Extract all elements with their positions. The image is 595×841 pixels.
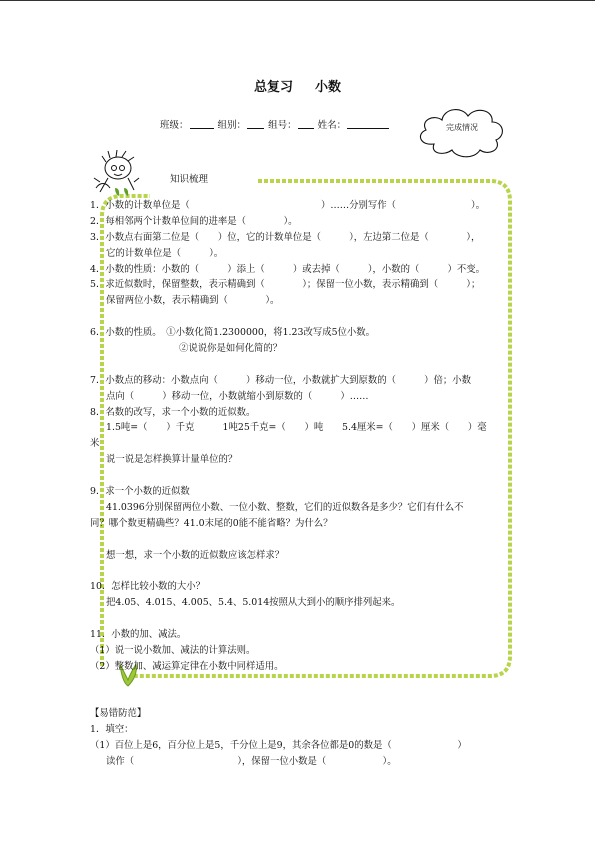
name-label: 姓名： bbox=[317, 120, 347, 131]
student-info bbox=[160, 117, 390, 131]
list-item: 2．每相邻两个计数单位间的进率是（ ）。 bbox=[90, 215, 298, 227]
list-item: 1．小数的计数单位是（ ）……分别写作（ ）。 bbox=[90, 200, 486, 211]
list-item: 41.0396分别保留两位小数、一位小数、整数，它们的近似数各是多少？它们有什么不 bbox=[106, 501, 464, 513]
list-item: 3．小数点右面第二位是（ ）位，它的计数单位是（ ），左边第二位是（ ）， bbox=[90, 231, 481, 243]
list-item: 4．小数的性质：小数的（ ）添上（ ）或去掉（ ），小数的（ ）不变。 bbox=[90, 263, 486, 275]
title-main: 总复习 bbox=[253, 80, 293, 95]
list-item: 保留两位小数，表示精确到（ ）。 bbox=[106, 295, 280, 307]
list-item: 把4.05、4.015、4.005、5.4、5.014按照从大到小的顺序排列起来。 bbox=[106, 597, 401, 609]
list-item: 9．求一个小数的近似数 bbox=[90, 486, 190, 498]
list-item: （2）整数加、减运算定律在小数中同样适用。 bbox=[90, 660, 284, 672]
list-item: 想一想，求一个小数的近似数应该怎样求？ bbox=[106, 549, 285, 561]
list-item: 读作（ ），保留一位小数是（ ）。 bbox=[106, 755, 397, 767]
class-field[interactable] bbox=[190, 118, 214, 129]
title-topic: 小数 bbox=[315, 80, 342, 95]
list-item: 米 bbox=[90, 438, 100, 450]
knowledge-review-heading: 知识梳理 bbox=[170, 174, 209, 185]
list-item: 5．求近似数时，保留整数，表示精确到（ ）；保留一位小数，表示精确到（ ）； bbox=[90, 279, 481, 291]
number-label: 组号： bbox=[268, 120, 297, 131]
list-item: （1）百位上是6，百分位上是5，千分位上是9，其余各位都是0的数是（ ） bbox=[90, 739, 467, 751]
section-heading: 【易错防范】 bbox=[90, 708, 147, 719]
error-prevention-section bbox=[90, 706, 520, 770]
knowledge-list bbox=[90, 198, 510, 675]
list-item: 点向（ ）移动一位，小数就缩小到原数的（ ）…… bbox=[106, 390, 369, 402]
leaf-icon bbox=[112, 186, 134, 198]
class-label: 班级： bbox=[160, 120, 189, 131]
list-item: 1．填空： bbox=[90, 723, 134, 735]
list-item: 10．怎样比较小数的大小？ bbox=[90, 581, 206, 593]
group-label: 组别： bbox=[217, 120, 247, 131]
number-field[interactable] bbox=[298, 118, 314, 129]
list-item: （1）说一说小数加、减法的计算法则。 bbox=[90, 644, 256, 656]
list-item: 同？哪个数更精确些？41.0末尾的0能不能省略？为什么？ bbox=[90, 517, 333, 529]
completion-status-label: 完成情况 bbox=[446, 123, 478, 132]
list-item: 它的计数单位是（ ）。 bbox=[106, 247, 224, 259]
list-item: 8．名数的改写，求一个小数的近似数。 bbox=[90, 406, 256, 418]
list-item: 说一说是怎样换算计量单位的？ bbox=[106, 454, 238, 466]
group-field[interactable] bbox=[247, 118, 264, 129]
list-item: 6．小数的性质。 ①小数化简1.2300000，将1.23改写成5位小数。 bbox=[90, 327, 376, 339]
list-item: 7．小数点的移动：小数点向（ ）移动一位，小数就扩大到原数的（ ）倍；小数 bbox=[90, 374, 471, 386]
name-field[interactable] bbox=[347, 118, 389, 129]
list-item: ②说说你是如何化简的？ bbox=[179, 343, 283, 355]
page-title bbox=[0, 76, 595, 95]
top-rule bbox=[0, 0, 595, 1]
list-item: 11．小数的加、减法。 bbox=[90, 629, 187, 641]
list-item: 1.5吨=（ ）千克 1吨25千克=（ ）吨 5.4厘米=（ ）厘米（ ）毫 bbox=[106, 422, 487, 434]
